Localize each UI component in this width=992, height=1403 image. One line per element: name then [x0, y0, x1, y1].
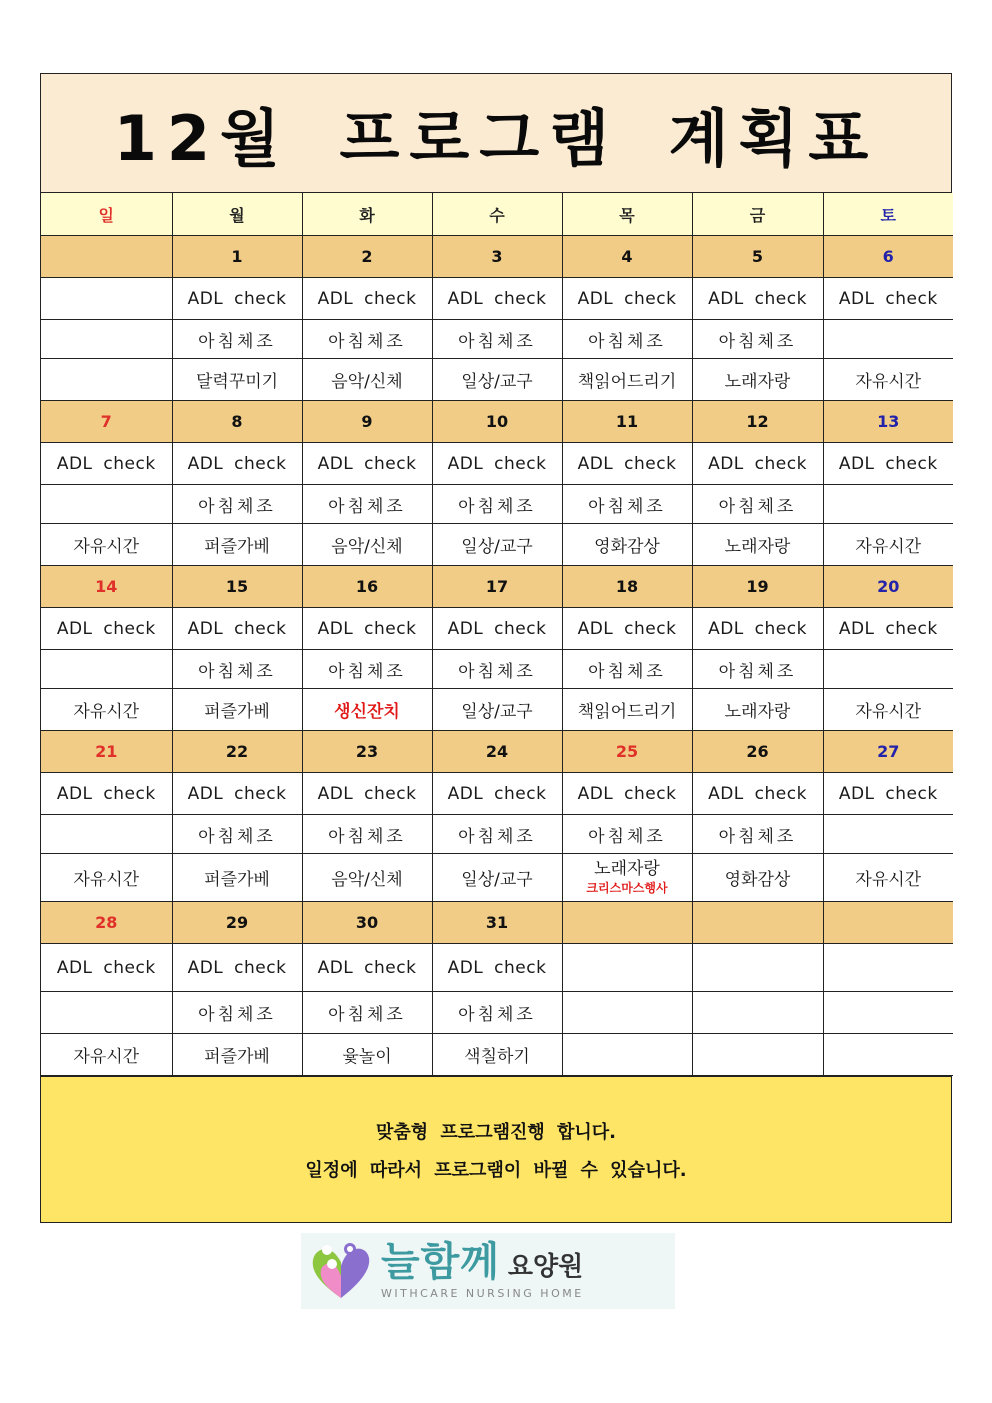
adl-cell: ADL check	[692, 608, 823, 650]
program-schedule-sheet	[40, 73, 952, 1223]
date-cell: 4	[562, 236, 692, 278]
adl-row	[41, 608, 953, 650]
exercise-cell: 아침체조	[562, 485, 692, 524]
adl-cell: ADL check	[302, 443, 432, 485]
program-cell: 음악/신체	[302, 359, 432, 401]
program-cell: 자유시간	[823, 524, 953, 566]
program-cell: 자유시간	[41, 689, 172, 731]
exercise-cell: 아침체조	[562, 815, 692, 854]
adl-row	[41, 773, 953, 815]
date-cell: 8	[172, 401, 302, 443]
exercise-cell: 아침체조	[172, 992, 302, 1034]
adl-cell: ADL check	[562, 443, 692, 485]
program-cell: 노래자랑	[692, 689, 823, 731]
program-cell: 영화감상	[562, 524, 692, 566]
program-row	[41, 854, 953, 902]
logo-english-name: WITHCARE NURSING HOME	[381, 1287, 584, 1300]
exercise-cell: 아침체조	[562, 650, 692, 689]
program-row	[41, 359, 953, 401]
adl-cell: ADL check	[432, 944, 562, 992]
adl-cell: ADL check	[432, 608, 562, 650]
program-cell: 책읽어드리기	[562, 689, 692, 731]
exercise-cell: 아침체조	[692, 320, 823, 359]
exercise-cell	[823, 992, 953, 1034]
program-cell: 자유시간	[41, 524, 172, 566]
date-cell: 30	[302, 902, 432, 944]
program-row	[41, 689, 953, 731]
exercise-cell: 아침체조	[172, 650, 302, 689]
program-cell	[823, 1034, 953, 1076]
exercise-cell	[823, 485, 953, 524]
date-cell: 2	[302, 236, 432, 278]
adl-cell: ADL check	[562, 773, 692, 815]
logo-text-group	[381, 1239, 584, 1300]
date-cell: 7	[41, 401, 172, 443]
exercise-cell	[823, 815, 953, 854]
adl-cell: ADL check	[692, 443, 823, 485]
date-cell: 3	[432, 236, 562, 278]
exercise-cell	[692, 992, 823, 1034]
adl-cell: ADL check	[432, 278, 562, 320]
exercise-cell: 아침체조	[432, 992, 562, 1034]
date-cell: 14	[41, 566, 172, 608]
program-cell: 일상/교구	[432, 359, 562, 401]
adl-cell: ADL check	[41, 443, 172, 485]
exercise-row	[41, 650, 953, 689]
logo-suffix: 요양원	[507, 1252, 584, 1282]
adl-cell: ADL check	[302, 278, 432, 320]
notice-line-1: 맞춤형 프로그램진행 합니다.	[375, 1121, 617, 1143]
date-cell: 29	[172, 902, 302, 944]
weekday-mon: 월	[172, 193, 302, 236]
exercise-cell: 아침체조	[432, 485, 562, 524]
date-cell-holiday: 25	[562, 731, 692, 773]
date-cell: 22	[172, 731, 302, 773]
adl-cell: ADL check	[692, 278, 823, 320]
adl-cell: ADL check	[302, 608, 432, 650]
heart-people-logo-icon	[309, 1240, 373, 1302]
exercise-cell: 아침체조	[562, 320, 692, 359]
program-cell: 영화감상	[692, 854, 823, 902]
program-cell: 일상/교구	[432, 524, 562, 566]
birthday-party-cell: 생신잔치	[302, 689, 432, 731]
exercise-cell: 아침체조	[302, 320, 432, 359]
date-cell: 16	[302, 566, 432, 608]
program-cell: 퍼즐가베	[172, 1034, 302, 1076]
notice-box	[41, 1076, 951, 1222]
weekday-tue: 화	[302, 193, 432, 236]
adl-cell: ADL check	[302, 944, 432, 992]
program-cell-christmas	[562, 854, 692, 902]
calendar-table	[41, 193, 953, 1076]
exercise-cell	[41, 485, 172, 524]
date-cell: 26	[692, 731, 823, 773]
date-cell: 5	[692, 236, 823, 278]
exercise-cell: 아침체조	[172, 320, 302, 359]
date-cell: 23	[302, 731, 432, 773]
exercise-row	[41, 815, 953, 854]
christmas-event-label: 크리스마스행사	[586, 881, 668, 896]
date-cell: 28	[41, 902, 172, 944]
adl-cell: ADL check	[302, 773, 432, 815]
adl-cell: ADL check	[823, 773, 953, 815]
date-cell: 10	[432, 401, 562, 443]
program-cell: 자유시간	[823, 689, 953, 731]
date-cell: 12	[692, 401, 823, 443]
date-row	[41, 401, 953, 443]
exercise-row	[41, 485, 953, 524]
program-cell: 일상/교구	[432, 854, 562, 902]
adl-cell: ADL check	[41, 773, 172, 815]
adl-cell: ADL check	[41, 944, 172, 992]
date-cell	[823, 902, 953, 944]
date-row	[41, 902, 953, 944]
exercise-cell	[562, 992, 692, 1034]
adl-cell: ADL check	[562, 278, 692, 320]
adl-cell: ADL check	[172, 608, 302, 650]
date-row	[41, 236, 953, 278]
exercise-cell: 아침체조	[432, 650, 562, 689]
program-cell: 퍼즐가베	[172, 689, 302, 731]
date-cell	[41, 236, 172, 278]
adl-row	[41, 443, 953, 485]
exercise-cell	[41, 992, 172, 1034]
adl-cell: ADL check	[172, 278, 302, 320]
adl-cell: ADL check	[172, 443, 302, 485]
date-cell: 19	[692, 566, 823, 608]
logo-name: 늘함께	[381, 1239, 500, 1285]
adl-row	[41, 944, 953, 992]
exercise-cell: 아침체조	[692, 485, 823, 524]
adl-cell: ADL check	[41, 608, 172, 650]
program-cell: 노래자랑	[692, 524, 823, 566]
exercise-cell	[41, 650, 172, 689]
page-title: 12월 프로그램 계획표	[113, 101, 879, 175]
exercise-cell: 아침체조	[172, 815, 302, 854]
notice-line-2: 일정에 따라서 프로그램이 바뀔 수 있습니다.	[305, 1159, 687, 1181]
program-cell	[692, 1034, 823, 1076]
weekday-sun: 일	[41, 193, 172, 236]
program-cell	[41, 359, 172, 401]
program-cell: 윷놀이	[302, 1034, 432, 1076]
date-cell: 27	[823, 731, 953, 773]
program-cell: 자유시간	[823, 854, 953, 902]
program-cell: 자유시간	[41, 1034, 172, 1076]
program-cell: 노래자랑	[692, 359, 823, 401]
program-row	[41, 1034, 953, 1076]
exercise-cell: 아침체조	[692, 815, 823, 854]
program-cell: 자유시간	[41, 854, 172, 902]
facility-logo	[301, 1233, 675, 1309]
exercise-row	[41, 320, 953, 359]
exercise-cell: 아침체조	[432, 815, 562, 854]
date-cell: 9	[302, 401, 432, 443]
adl-cell: ADL check	[823, 608, 953, 650]
exercise-cell: 아침체조	[172, 485, 302, 524]
adl-cell	[692, 944, 823, 992]
exercise-cell: 아침체조	[302, 992, 432, 1034]
date-row	[41, 731, 953, 773]
adl-cell: ADL check	[562, 608, 692, 650]
adl-cell	[41, 278, 172, 320]
program-cell: 음악/신체	[302, 854, 432, 902]
date-cell: 15	[172, 566, 302, 608]
program-cell: 달력꾸미기	[172, 359, 302, 401]
program-cell: 책읽어드리기	[562, 359, 692, 401]
date-cell: 24	[432, 731, 562, 773]
date-cell: 31	[432, 902, 562, 944]
date-cell: 18	[562, 566, 692, 608]
exercise-cell: 아침체조	[432, 320, 562, 359]
adl-cell: ADL check	[823, 278, 953, 320]
adl-row	[41, 278, 953, 320]
adl-cell: ADL check	[432, 773, 562, 815]
date-cell: 1	[172, 236, 302, 278]
exercise-cell	[41, 815, 172, 854]
program-cell: 색칠하기	[432, 1034, 562, 1076]
program-cell: 퍼즐가베	[172, 854, 302, 902]
exercise-cell	[823, 650, 953, 689]
title-banner	[41, 74, 951, 193]
program-row	[41, 524, 953, 566]
program-cell: 일상/교구	[432, 689, 562, 731]
exercise-cell	[823, 320, 953, 359]
program-cell: 자유시간	[823, 359, 953, 401]
weekday-sat: 토	[823, 193, 953, 236]
weekday-fri: 금	[692, 193, 823, 236]
date-cell: 6	[823, 236, 953, 278]
date-cell: 13	[823, 401, 953, 443]
program-label: 노래자랑	[594, 858, 660, 879]
date-cell: 20	[823, 566, 953, 608]
adl-cell: ADL check	[823, 443, 953, 485]
program-cell: 퍼즐가베	[172, 524, 302, 566]
date-cell: 11	[562, 401, 692, 443]
date-cell	[692, 902, 823, 944]
adl-cell: ADL check	[172, 944, 302, 992]
exercise-cell	[41, 320, 172, 359]
program-cell: 음악/신체	[302, 524, 432, 566]
adl-cell	[823, 944, 953, 992]
exercise-cell: 아침체조	[302, 815, 432, 854]
exercise-row	[41, 992, 953, 1034]
exercise-cell: 아침체조	[302, 650, 432, 689]
exercise-cell: 아침체조	[692, 650, 823, 689]
adl-cell: ADL check	[692, 773, 823, 815]
adl-cell: ADL check	[172, 773, 302, 815]
adl-cell: ADL check	[432, 443, 562, 485]
adl-cell	[562, 944, 692, 992]
date-cell: 21	[41, 731, 172, 773]
date-cell: 17	[432, 566, 562, 608]
date-cell	[562, 902, 692, 944]
weekday-header-row	[41, 193, 953, 236]
program-cell	[562, 1034, 692, 1076]
exercise-cell: 아침체조	[302, 485, 432, 524]
weekday-thu: 목	[562, 193, 692, 236]
date-row	[41, 566, 953, 608]
weekday-wed: 수	[432, 193, 562, 236]
